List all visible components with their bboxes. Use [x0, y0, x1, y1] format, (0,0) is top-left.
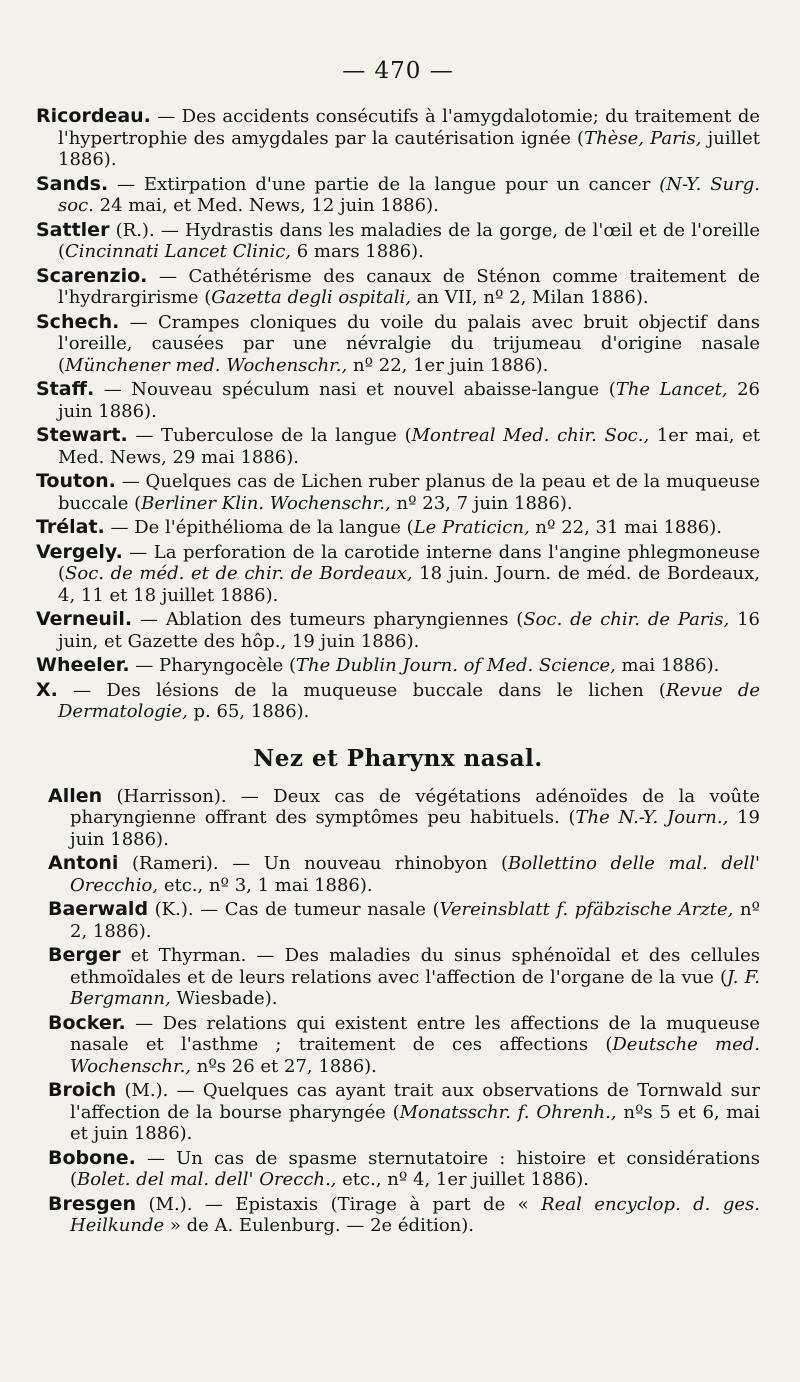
- entry-author: Allen: [48, 784, 103, 807]
- entry-details: » de A. Eulenburg. — 2e édition).: [164, 1215, 474, 1236]
- entry-details: etc., nº 3, 1 mai 1886).: [158, 874, 373, 896]
- entry-details: 18 juin. Journ. de méd. de Bordeaux, 4, 11 et 18 juillet 1886).: [58, 563, 760, 606]
- entry-author: Staff.: [36, 378, 95, 400]
- entry-details: 24 mai, et Med. News, 12 juin 1886).: [93, 195, 439, 216]
- entry-details: nº 22, 31 mai 1886).: [529, 517, 723, 538]
- entry-details: p. 65, 1886).: [187, 701, 310, 722]
- entry-title: — Deux cas de végétations adénoïdes de la voûte pharyngienne offrant des symptômes peu habituels. (: [70, 785, 760, 828]
- entry-title: — Nouveau spéculum nasi et nouvel abaisse-langue (: [94, 379, 616, 400]
- entry-title: — Ablation des tumeurs pharyngiennes (: [132, 609, 524, 630]
- entry-author: Sattler: [36, 218, 110, 241]
- entry-author: Schech.: [36, 310, 120, 333]
- entry-author-extra: (M.).: [136, 1193, 193, 1215]
- entry-source: Monatsschr. f. Ohrenh.,: [399, 1101, 617, 1123]
- entry-source: Soc. de chir. de Paris,: [523, 609, 730, 630]
- entry-source: Gazetta degli ospitali,: [211, 287, 411, 308]
- entry-author: X.: [36, 678, 58, 701]
- entry-title: — La perforation de la carotide interne dans l'angine phlegmoneuse (: [58, 541, 760, 584]
- entry-source: (N-Y. Surg. soc.: [58, 173, 760, 216]
- bibliography-entry: [48, 853, 760, 896]
- entry-author: Vergely.: [36, 540, 123, 563]
- bibliography-entry: [48, 1080, 760, 1145]
- entry-title: — Cas de tumeur nasale (: [193, 899, 440, 920]
- bibliography-entry: [48, 945, 760, 1010]
- entry-author: Antoni: [48, 852, 119, 874]
- entry-details: nº 2, 1886).: [70, 899, 760, 942]
- bibliography-entry: [36, 266, 760, 309]
- entry-source: Bollettino delle mal. dell' Orecchio,: [70, 853, 760, 896]
- entry-details: nºs 5 et 6, mai et juin 1886).: [70, 1101, 760, 1144]
- bibliography-section-1: [36, 106, 760, 723]
- bibliography-entry: [48, 1013, 760, 1078]
- page-number: — 470 —: [342, 58, 454, 84]
- entry-details: etc., nº 4, 1er juillet 1886).: [336, 1169, 589, 1190]
- entry-source: Bolet. del mal. dell' Orecch.,: [77, 1169, 337, 1190]
- entry-title: — Un cas de spasme sternutatoire : histoire et considérations (: [70, 1147, 760, 1190]
- entry-title: — Tuberculose de la langue (: [127, 425, 412, 446]
- entry-source: Berliner Klin. Wochenschr.,: [141, 492, 391, 514]
- entry-title: — Quelques cas de Lichen ruber planus de la peau et de la muqueuse buccale (: [58, 471, 760, 514]
- entry-title: — Hydrastis dans les maladies de la gorge, de l'œil et de l'oreille (: [58, 219, 760, 262]
- entry-author: Berger: [48, 944, 121, 966]
- entry-details: 26 juin 1886).: [58, 379, 760, 422]
- entry-source: J. F. Bergmann,: [70, 966, 760, 1009]
- entry-source: Le Praticicn,: [413, 517, 530, 538]
- entry-details: Wiesbade).: [170, 988, 278, 1009]
- entry-details: 16 juin, et Gazette des hôp., 19 juin 1886).: [58, 609, 760, 652]
- entry-author-extra: (K.).: [148, 899, 194, 920]
- entry-author: Verneuil.: [36, 608, 133, 630]
- bibliography-entry: [36, 106, 760, 171]
- entry-author: Scarenzio.: [36, 264, 148, 287]
- entry-source: Soc. de méd. et de chir. de Bordeaux,: [65, 563, 413, 584]
- bibliography-entry: [36, 425, 760, 468]
- entry-title: — Epistaxis (Tirage à part de «: [192, 1193, 542, 1215]
- bibliography-entry: [36, 542, 760, 607]
- entry-source: Thèse, Paris,: [584, 127, 702, 149]
- bibliography-entry: [36, 312, 760, 377]
- entry-author: Broich: [48, 1079, 117, 1101]
- bibliography-entry: [48, 899, 760, 942]
- entry-source: Montreal Med. chir. Soc.,: [411, 425, 650, 446]
- entry-author: Bobone.: [48, 1146, 136, 1169]
- entry-title: — Pharyngocèle (: [129, 655, 297, 676]
- entry-author-extra: (M.).: [116, 1080, 169, 1101]
- entry-details: juillet 1886).: [58, 127, 760, 170]
- entry-title: — Des lésions de la muqueuse buccale dans le lichen (: [57, 679, 666, 701]
- entry-author: Sands.: [36, 172, 109, 195]
- bibliography-section-2: [36, 786, 760, 1237]
- entry-source: The Dublin Journ. of Med. Science,: [296, 655, 616, 676]
- entry-details: 1er mai, et Med. News, 29 mai 1886).: [58, 425, 760, 468]
- entry-details: 6 mars 1886).: [291, 241, 424, 262]
- entry-title: — Des relations qui existent entre les affections de la muqueuse nasale et l'asthme ; traitement de ces affections (: [70, 1012, 760, 1055]
- entry-author: Baerwald: [48, 898, 149, 920]
- entry-details: nº 23, 7 juin 1886).: [390, 492, 573, 514]
- entry-details: nº 22, 1er juin 1886).: [347, 354, 549, 376]
- entry-author-extra: (Rameri).: [118, 853, 219, 874]
- bibliography-entry: [48, 1194, 760, 1237]
- entry-source: The N.-Y. Journ.,: [575, 807, 729, 828]
- bibliography-entry: [36, 609, 760, 652]
- entry-title: — Un nouveau rhinobyon (: [218, 853, 509, 874]
- entry-source: Vereinsblatt f. pfäbzische Arzte,: [439, 899, 734, 920]
- entry-author-extra: et Thyrman.: [120, 945, 247, 966]
- entry-title: — Des maladies du sinus sphénoïdal et des cellules ethmoïdales et de leurs relations avec l'affection de l'organe de la vue (: [70, 945, 760, 988]
- section-heading: Nez et Pharynx nasal.: [253, 744, 543, 772]
- bibliography-entry: [36, 680, 760, 723]
- bibliography-entry: [36, 517, 760, 539]
- entry-details: an VII, nº 2, Milan 1886).: [410, 287, 649, 308]
- entry-source: Cincinnati Lancet Clinic,: [65, 241, 292, 262]
- entry-author: Touton.: [36, 470, 116, 492]
- entry-details: nºs 26 et 27, 1886).: [191, 1055, 377, 1077]
- entry-source: Revue de Dermatologie,: [58, 679, 760, 722]
- bibliography-entry: [36, 174, 760, 217]
- entry-title: — Quelques cas ayant trait aux observations de Tornwald sur l'affection de la bourse pharyngée (: [70, 1080, 761, 1123]
- entry-title: — De l'épithélioma de la langue (: [104, 517, 414, 538]
- bibliography-entry: [36, 220, 760, 263]
- entry-author-extra: (Harrisson).: [102, 785, 227, 807]
- entry-details: 19 juin 1886).: [70, 807, 760, 850]
- entry-author: Stewart.: [36, 424, 128, 446]
- bibliography-entry: [36, 379, 760, 422]
- bibliography-entry: [48, 786, 760, 851]
- entry-source: Real encyclop. d. ges. Heilkunde: [70, 1193, 760, 1236]
- entry-author: Bocker.: [48, 1011, 126, 1034]
- bibliography-entry: [36, 655, 760, 677]
- entry-author: Wheeler.: [36, 654, 130, 676]
- entry-source: Münchener med. Wochenschr.,: [65, 354, 348, 376]
- entry-title: — Extirpation d'une partie de la langue pour un cancer: [108, 173, 660, 195]
- entry-title: — Crampes cloniques du voile du palais avec bruit objectif dans l'oreille, causées par une névralgie du trijumeau d'origine nasale (: [58, 311, 760, 376]
- entry-title: — Des accidents consécutifs à l'amygdalotomie; du traitement de l'hypertrophie des amygdales par la cautérisation ignée (: [58, 106, 760, 149]
- bibliography-entry: [36, 471, 760, 514]
- entry-details: mai 1886).: [615, 655, 720, 676]
- entry-author: Trélat.: [36, 516, 105, 538]
- entry-title: — Cathétérisme des canaux de Sténon comme traitement de l'hydrargirisme (: [58, 265, 760, 308]
- bibliography-entry: [48, 1148, 760, 1191]
- entry-source: Deutsche med. Wochenschr.,: [70, 1034, 761, 1077]
- entry-author: Ricordeau.: [36, 105, 151, 127]
- entry-author: Bresgen: [48, 1192, 137, 1215]
- entry-author-extra: (R.).: [109, 219, 155, 241]
- entry-source: The Lancet,: [615, 379, 728, 400]
